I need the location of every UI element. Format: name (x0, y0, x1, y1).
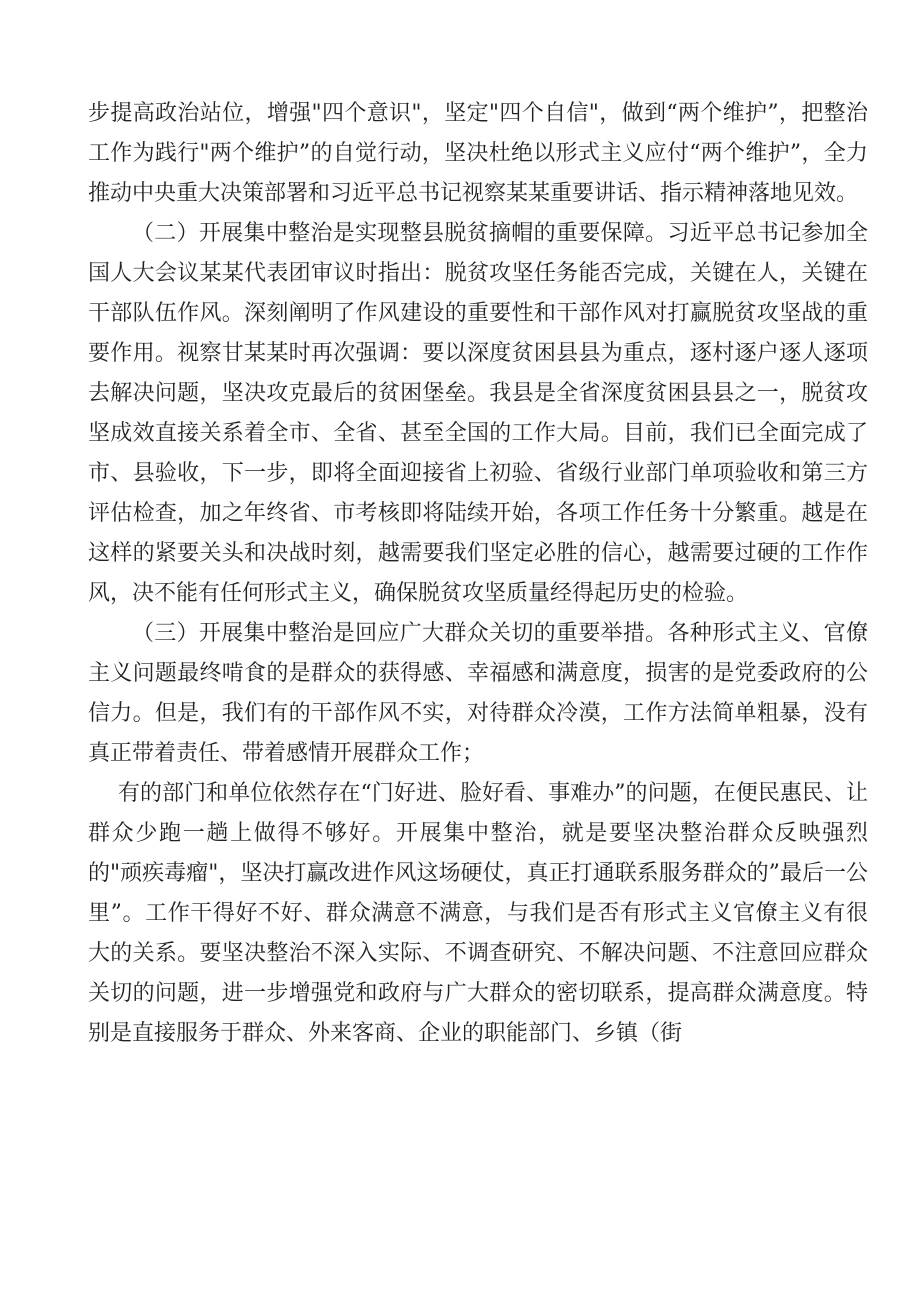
paragraph-departments: 有的部门和单位依然存在“门好进、脸好看、事难办”的问题，在便民惠民、让群众少跑一趟上做得不够好。开展集中整治，就是要坚决整治群众反映强烈的"顽疾毒瘤"，坚决打赢改进作风这场硬仗，真正打通联系服务群众的”最后一公里”。工作干得好不好、群众满意不满意，与我们是否有形式主义官僚主义有很大的关系。要坚决整治不深入实际、不调查研究、不解决问题、不注意回应群众关切的问题，进一步增强党和政府与广大群众的密切联系，提高群众满意度。特别是直接服务于群众、外来客商、企业的职能部门、乡镇（街 (88, 781, 868, 1046)
document-body (88, 94, 868, 1054)
paragraph-section-two: （二）开展集中整治是实现整县脱贫摘帽的重要保障。习近平总书记参加全国人大会议某某代表团审议时指出：脱贫攻坚任务能否完成，关键在人，关键在干部队伍作风。深刻阐明了作风建设的重要性和干部作风对打赢脱贫攻坚战的重要作用。视察甘某某时再次强调：要以深度贫困县县为重点，逐村逐户逐人逐项去解决问题，坚决攻克最后的贫困堡垒。我县是全省深度贫困县县之一，脱贫攻坚成效直接关系着全市、全省、甚至全国的工作大局。目前，我们已全面完成了市、县验收，下一步，即将全面迎接省上初验、省级行业部门单项验收和第三方评估检查，加之年终省、市考核即将陆续开始，各项工作任务十分繁重。越是在这样的紧要关头和决战时刻，越需要我们坚定必胜的信心，越需要过硬的工作作风，决不能有任何形式主义，确保脱贫攻坚质量经得起历史的检验。 (88, 221, 868, 606)
paragraph-continuation: 步提高政治站位，增强"四个意识"，坚定"四个自信"，做到“两个维护”，把整治工作为践行"两个维护”的自觉行动，坚决杜绝以形式主义应付“两个维护”，全力推动中央重大决策部署和习近平总书记视察某某重要讲话、指示精神落地见效。 (88, 101, 868, 206)
paragraph-section-three: （三）开展集中整治是回应广大群众关切的重要举措。各种形式主义、官僚主义问题最终啃食的是群众的获得感、幸福感和满意度，损害的是党委政府的公信力。但是，我们有的干部作风不实，对待群众冷漠，工作方法简单粗暴，没有真正带着责任、带着感情开展群众工作； (88, 621, 868, 766)
